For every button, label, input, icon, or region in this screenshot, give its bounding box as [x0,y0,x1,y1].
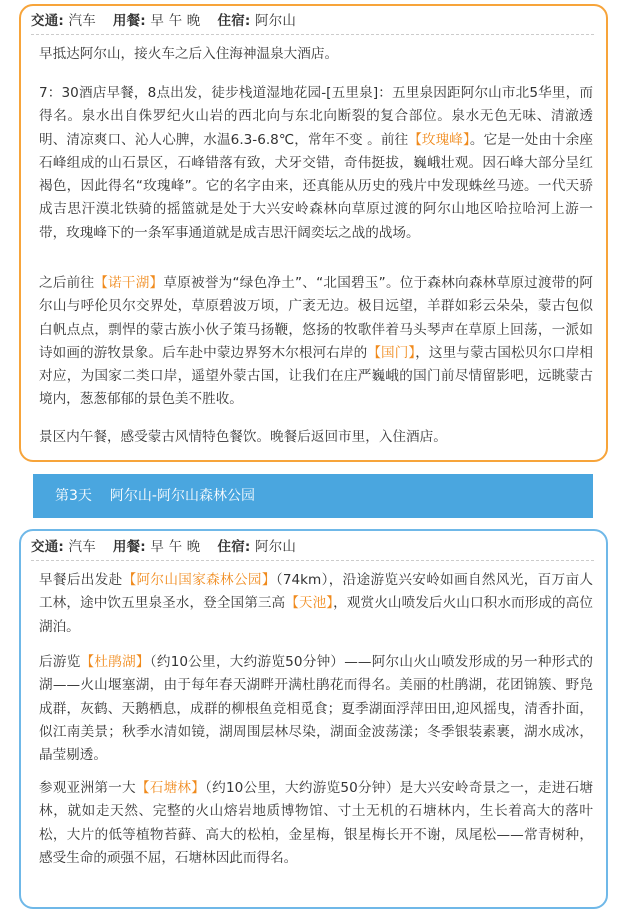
day3-info-line [31,535,296,559]
lodging-value: 阿尔山 [255,539,297,555]
day-number: 第3天 [55,488,92,504]
paragraph-text: 早餐后出发赴 [39,572,123,588]
paragraph-text: 参观亚洲第一大 [39,780,136,796]
paragraph-text: 。它是一处由十余座石峰组成的山石景区，石峰错落有致，犬牙交错，奇伟挺拔，巍峨壮观。因石峰大部分呈红褐色，因此得名“玫瑰峰”。它的名字由来，还真能从历史的残片中发现蛛丝马迹。一代天骄成吉思汗漠北铁骑的摇篮就是处于大兴安岭森林向草原过渡的阿尔山地区哈拉哈河上游一带，玫瑰峰下的一条军事通道就是成吉思汗阔奕坛之战的战场。 [39,131,593,241]
highlight-dujuan-lake: 【杜鹃湖】 [80,654,150,670]
highlight-shitanglin: 【石塘林】 [135,780,206,796]
day-route: 阿尔山-阿尔山森林公园 [109,488,255,504]
paragraph-text: 7：30酒店早餐，8点出发，徒步栈道湿地花园-[五里泉]：五里泉因距阿尔山市北5华里，而得名。泉水出自侏罗纪火山岩的西北向与东北向断裂的复合部位。泉水无色无味、清澈透明、清凉爽口、沁人心脾，水温6.3-6.8℃，常年不变 。前往 [39,85,593,148]
lodging-label: 住宿: [217,13,251,29]
paragraph-text: 之后前往 [39,275,95,291]
meals-value: 早 午 晚 [150,13,201,29]
transport-label: 交通: [31,539,64,555]
day3-header-bar [33,474,593,518]
paragraph-text: ，观赏火山喷发后火山口积水而形成的高位湖泊。 [39,595,594,635]
paragraph-text: 草原被誉为“绿色净土”、“北国碧玉”。位于森林向森林草原过渡带的阿尔山与呼伦贝尔交界处，草原碧波万顷，广袤无边。极目远望，羊群如彩云朵朵，蒙古包似白帆点点，剽悍的蒙古族小伙子策马扬鞭，悠扬的牧歌伴着马头琴声在草原上回荡，一派如诗如画的游牧景象。后车赴中蒙边界努木尔根河右岸的 [39,275,594,361]
paragraph-text: （约10公里，大约游览50分钟）——阿尔山火山喷发形成的另一种形式的湖——火山堰塞湖，由于每年春天湖畔开满杜鹃花而得名。美丽的杜鹃湖，花团锦簇、野凫成群，灰鹤、天鹅栖息，成群的柳根鱼竞相觅食；夏季湖面浮萍田田,迎风摇曳，清香扑面，似江南美景；秋季水清如镜，湖周围层林尽染，湖面金波荡漾；冬季银装素裹，湖水成冰，晶莹剔透。 [39,654,594,764]
highlight-nuogan-lake: 【诺干湖】 [94,275,164,291]
highlight-national-gate: 【国门】 [367,344,416,361]
day2-paragraph-lunch [39,426,593,449]
lodging-value: 阿尔山 [255,13,297,29]
lodging-label: 住宿: [217,539,251,555]
highlight-rose-peak: 【玫瑰峰】 [408,131,470,148]
paragraph-text: （74km），沿途游览兴安岭如画自然风光，百万亩人工林，途中饮五里泉圣水，登全国第三高 [39,572,594,612]
day3-paragraph-shitanglin [39,777,593,870]
transport-value: 汽车 [68,539,96,555]
day3-paragraph-dujuan-lake [39,651,593,767]
highlight-forest-park: 【阿尔山国家森林公园】 [122,572,276,588]
divider [31,560,594,561]
paragraph-text: ，这里与蒙古国松贝尔口岸相对应，为国家二类口岸，遥望外蒙古国，让我们在庄严巍峨的国门前尽情留影吧，远眺蒙古境内，葱葱郁郁的景色美不胜收。 [39,344,594,408]
transport-value: 汽车 [68,13,96,29]
paragraph-text: 景区内午餐，感受蒙古风情特色餐饮。晚餐后返回市里，入住酒店。 [39,429,447,445]
day2-paragraph-wuliquan [39,82,593,245]
paragraph-text: 后游览 [39,654,81,670]
meals-value: 早 午 晚 [150,539,201,555]
meals-label: 用餐: [112,13,146,29]
paragraph-text: 早抵达阿尔山，接火车之后入住海神温泉大酒店。 [39,46,339,62]
day2-paragraph-nuogan-lake [39,272,593,412]
highlight-tianchi: 【天池】 [285,595,334,612]
meals-label: 用餐: [112,539,146,555]
day2-paragraph-arrival [39,43,593,66]
paragraph-text: （约10公里，大约游览50分钟）是大兴安岭奇景之一，走进石塘林，就如走天然、完整的火山熔岩地质博物馆、寸土无机的石塘林内，生长着高大的落叶松，大片的低等植物苔藓、高大的松柏，金星梅，银星梅长开不谢，凤尾松——常青树种，感受生命的顽强不屈，石塘林因此而得名。 [39,780,594,866]
transport-label: 交通: [31,13,64,29]
divider [31,34,594,35]
day3-paragraph-forest-park [39,569,593,639]
day2-info-line [31,9,296,33]
